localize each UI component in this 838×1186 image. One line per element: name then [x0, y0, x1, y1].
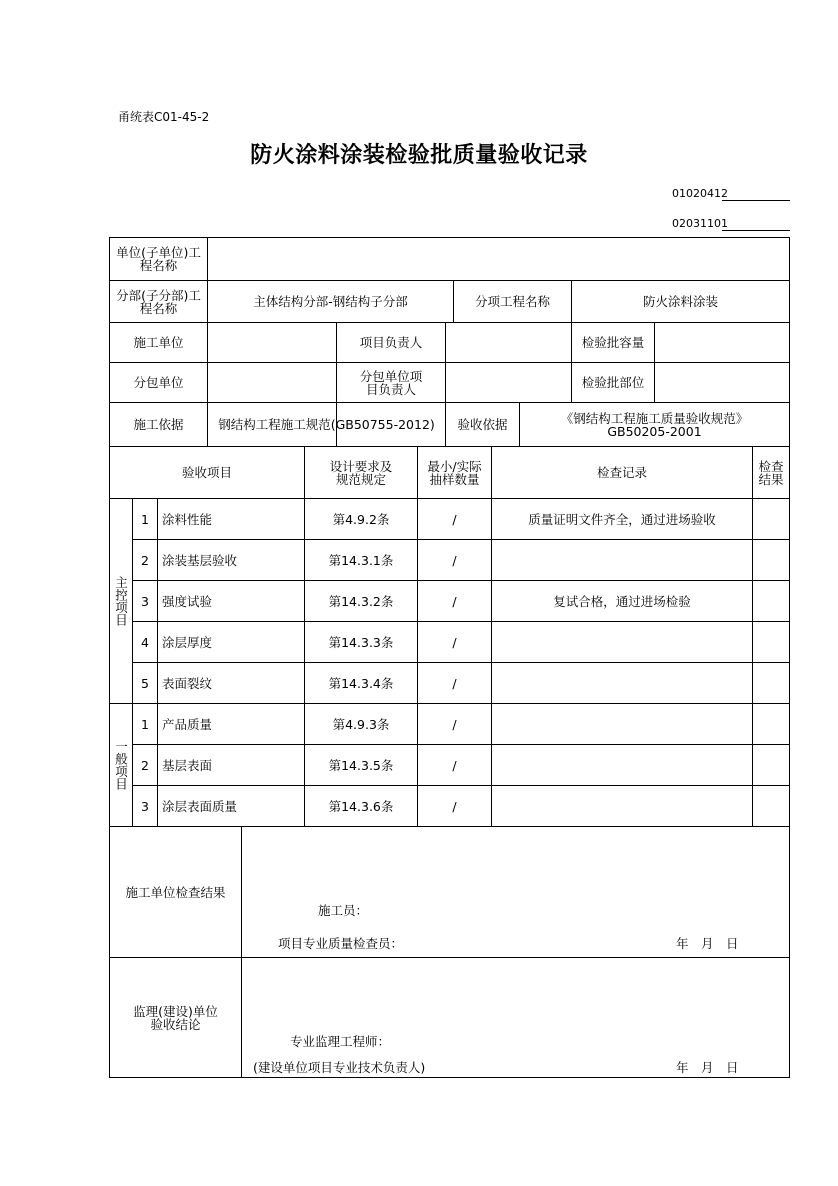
main-item-5-record[interactable] — [492, 663, 752, 703]
general-group-label-text: 一般项目 — [113, 740, 129, 790]
main-item-1-no: 1 — [141, 511, 149, 527]
main-item-5-clause: 第14.3.4条 — [328, 675, 394, 691]
general-item-1-no: 1 — [141, 716, 149, 732]
main-item-3-name: 强度试验 — [162, 593, 213, 609]
main-item-1-name: 涂料性能 — [162, 511, 213, 527]
owner-technical-lead-signature[interactable]: (建设单位项目专业技术负责人) — [253, 1060, 426, 1075]
construction-unit-label: 施工单位 — [133, 335, 184, 350]
item-project-value[interactable]: 防火涂料涂装 — [642, 294, 718, 309]
main-item-2-clause: 第14.3.1条 — [328, 552, 394, 568]
main-item-2-no: 2 — [141, 552, 149, 568]
main-item-3-no: 3 — [141, 593, 149, 609]
main-group-label — [110, 499, 132, 703]
code-1-underline — [722, 200, 790, 201]
main-item-1-record[interactable]: 质量证明文件齐全，通过进场验收 — [528, 511, 716, 527]
main-group-label-text: 主控项目 — [113, 576, 129, 626]
general-item-1-name: 产品质量 — [162, 716, 213, 732]
general-item-3-clause: 第14.3.6条 — [328, 798, 394, 814]
main-item-5-name: 表面裂纹 — [162, 675, 213, 691]
general-item-1-clause: 第4.9.3条 — [332, 716, 390, 732]
general-item-1-sample[interactable]: / — [452, 716, 457, 732]
general-group-label — [110, 704, 132, 826]
basis-value[interactable]: 钢结构工程施工规范(GB50755-2012) — [218, 417, 435, 432]
main-item-3-sample[interactable]: / — [452, 593, 457, 609]
supervision-date[interactable]: 年 月 日 — [676, 1060, 739, 1075]
main-item-4-clause: 第14.3.3条 — [328, 634, 394, 650]
supervision-label-line-2: 验收结论 — [150, 1016, 201, 1032]
general-item-2-name: 基层表面 — [162, 757, 213, 773]
form-code: 甬统表C01-45-2 — [118, 110, 210, 124]
general-item-1-record[interactable] — [492, 704, 752, 744]
project-leader-value[interactable] — [446, 323, 571, 362]
general-item-3-result[interactable] — [753, 786, 789, 826]
main-item-2-record[interactable] — [492, 540, 752, 580]
general-item-2-no: 2 — [141, 757, 149, 773]
acceptance-basis-value-line-1: 《钢结构工程施工质量验收规范》 — [560, 410, 749, 426]
main-item-4-record[interactable] — [492, 622, 752, 662]
column-item: 验收项目 — [181, 465, 232, 480]
main-item-1-sample[interactable]: / — [452, 511, 457, 527]
supervision-label — [110, 958, 241, 1077]
main-item-2-result[interactable] — [753, 540, 789, 580]
general-item-3-no: 3 — [141, 798, 149, 814]
main-item-4-result[interactable] — [753, 622, 789, 662]
general-item-2-sample[interactable]: / — [452, 757, 457, 773]
column-record: 检查记录 — [596, 465, 647, 480]
inspection-table — [109, 237, 790, 1078]
main-item-5-sample[interactable]: / — [452, 675, 457, 691]
construction-check-date[interactable]: 年 月 日 — [676, 936, 739, 951]
unit-project-label: 单位(子单位)工程名称 — [116, 245, 201, 273]
acceptance-basis-value[interactable] — [520, 403, 789, 446]
page-title: 防火涂料涂装检验批质量验收记录 — [250, 142, 588, 168]
general-item-3-name: 涂层表面质量 — [162, 798, 238, 814]
batch-capacity-label: 检验批容量 — [581, 335, 645, 350]
construction-worker-signature[interactable]: 施工员： — [318, 903, 369, 918]
supervising-engineer-signature[interactable]: 专业监理工程师： — [290, 1034, 391, 1049]
main-item-3-result[interactable] — [753, 581, 789, 621]
code-2: 02031101 — [672, 217, 728, 230]
supervision-label-line-1: 监理(建设)单位 — [133, 1003, 218, 1019]
subdivision-value[interactable]: 主体结构分部-钢结构子分部 — [253, 294, 408, 309]
main-item-5-result[interactable] — [753, 663, 789, 703]
column-design: 设计要求及规范规定 — [329, 458, 393, 487]
sub-leader-label: 分包单位项目负责人 — [359, 368, 423, 397]
quality-inspector-signature[interactable]: 项目专业质量检查员： — [278, 936, 404, 951]
unit-project-value[interactable] — [208, 238, 789, 280]
subcontractor-label: 分包单位 — [133, 375, 184, 390]
main-item-2-sample[interactable]: / — [452, 552, 457, 568]
general-item-3-record[interactable] — [492, 786, 752, 826]
general-item-2-result[interactable] — [753, 745, 789, 785]
acceptance-basis-label: 验收依据 — [457, 417, 508, 432]
subcontractor-value[interactable] — [208, 363, 336, 402]
construction-check-label: 施工单位检查结果 — [125, 884, 226, 900]
main-item-5-no: 5 — [141, 675, 149, 691]
subdivision-label: 分部(子分部)工程名称 — [116, 287, 201, 316]
batch-location-value[interactable] — [655, 363, 789, 402]
construction-unit-value[interactable] — [208, 323, 336, 362]
item-project-label: 分项工程名称 — [474, 294, 550, 309]
sub-leader-value[interactable] — [446, 363, 571, 402]
main-item-1-result[interactable] — [753, 499, 789, 539]
general-item-2-record[interactable] — [492, 745, 752, 785]
code-2-underline — [722, 230, 790, 231]
code-1: 01020412 — [672, 187, 728, 200]
column-result: 检查结果 — [758, 458, 784, 487]
general-item-2-clause: 第14.3.5条 — [328, 757, 394, 773]
main-item-3-clause: 第14.3.2条 — [328, 593, 394, 609]
acceptance-basis-value-line-2: GB50205-2001 — [607, 423, 702, 439]
main-item-2-name: 涂装基层验收 — [162, 552, 238, 568]
column-sample: 最小/实际抽样数量 — [427, 458, 482, 487]
main-item-1-clause: 第4.9.2条 — [332, 511, 390, 527]
batch-location-label: 检验批部位 — [581, 375, 645, 390]
batch-capacity-value[interactable] — [655, 323, 789, 362]
general-item-1-result[interactable] — [753, 704, 789, 744]
main-item-4-sample[interactable]: / — [452, 634, 457, 650]
main-item-4-name: 涂层厚度 — [162, 634, 213, 650]
general-item-3-sample[interactable]: / — [452, 798, 457, 814]
main-item-4-no: 4 — [141, 634, 149, 650]
project-leader-label: 项目负责人 — [359, 335, 423, 350]
main-item-3-record[interactable]: 复试合格，通过进场检验 — [553, 593, 691, 609]
basis-label: 施工依据 — [133, 417, 184, 432]
